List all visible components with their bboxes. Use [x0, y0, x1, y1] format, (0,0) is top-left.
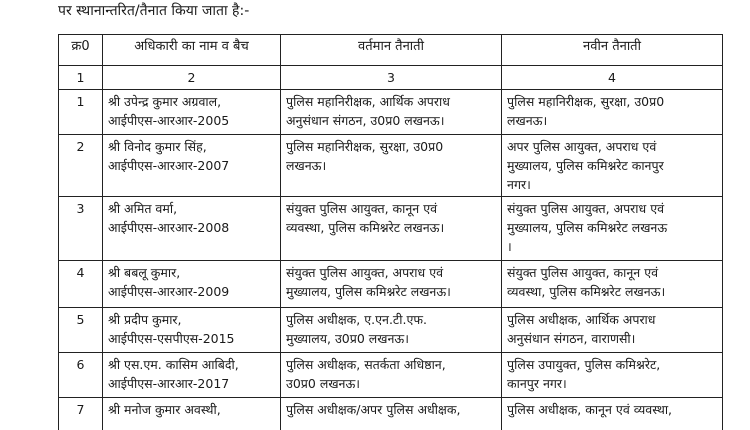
- current-posting-line: अनुसंधान संगठन, उ0प्र0 लखनऊ।: [286, 113, 445, 128]
- serial-number: 7: [59, 398, 103, 430]
- current-posting-cell: [281, 135, 502, 197]
- new-posting-line: पुलिस अधीक्षक, आर्थिक अपराध: [507, 312, 656, 327]
- current-posting-cell: [281, 197, 502, 261]
- new-posting-cell: [502, 135, 723, 197]
- current-posting-line: पुलिस अधीक्षक, ए.एन.टी.एफ.: [286, 312, 427, 327]
- table-row: [59, 90, 723, 135]
- current-posting-line: पुलिस महानिरीक्षक, आर्थिक अपराध: [286, 94, 450, 109]
- new-posting-cell: [502, 197, 723, 261]
- new-posting-line: संयुक्त पुलिस आयुक्त, कानून एवं: [507, 265, 659, 280]
- officer-batch: आईपीएस-आरआर-2009: [108, 284, 230, 299]
- new-posting-line: मुख्यालय, पुलिस कमिश्नरेट कानपुर: [507, 158, 664, 173]
- current-posting-cell: [281, 90, 502, 135]
- current-posting-line: लखनऊ।: [286, 158, 327, 173]
- current-posting-line: पुलिस महानिरीक्षक, सुरक्षा, उ0प्र0: [286, 139, 444, 154]
- current-posting-line: मुख्यालय, पुलिस कमिश्नरेट लखनऊ।: [286, 284, 451, 299]
- officer-batch: आईपीएस-आरआर-2008: [108, 220, 230, 235]
- officer-name-cell: [103, 353, 281, 398]
- current-posting-cell: [281, 261, 502, 308]
- new-posting-line: ।: [507, 239, 512, 254]
- new-posting-cell: [502, 398, 723, 430]
- officer-batch: आईपीएस-आरआर-2005: [108, 113, 230, 128]
- transfer-table: [58, 34, 723, 430]
- serial-number: 1: [59, 90, 103, 135]
- column-number-row: [59, 66, 723, 90]
- serial-number: 2: [59, 135, 103, 197]
- new-posting-cell: [502, 261, 723, 308]
- header-serial: क्र0: [59, 35, 103, 66]
- officer-batch: आईपीएस-आरआर-2017: [108, 376, 230, 391]
- new-posting-line: नगर।: [507, 177, 531, 192]
- new-posting-line: अपर पुलिस आयुक्त, अपराध एवं: [507, 139, 657, 154]
- column-number: 3: [281, 66, 502, 90]
- serial-number: 6: [59, 353, 103, 398]
- new-posting-cell: [502, 90, 723, 135]
- officer-name-cell: [103, 261, 281, 308]
- new-posting-line: कानपुर नगर।: [507, 376, 567, 391]
- current-posting-line: पुलिस अधीक्षक, सतर्कता अधिष्ठान,: [286, 357, 446, 372]
- new-posting-line: पुलिस उपायुक्त, पुलिस कमिश्नरेट,: [507, 357, 661, 372]
- officer-name-cell: [103, 197, 281, 261]
- column-number: 1: [59, 66, 103, 90]
- header-current-posting: वर्तमान तैनाती: [281, 35, 502, 66]
- current-posting-line: पुलिस अधीक्षक/अपर पुलिस अधीक्षक,: [286, 402, 461, 417]
- current-posting-line: संयुक्त पुलिस आयुक्त, अपराध एवं: [286, 265, 444, 280]
- new-posting-line: अनुसंधान संगठन, वाराणसी।: [507, 331, 636, 346]
- officer-name: श्री विनोद कुमार सिंह,: [108, 139, 207, 154]
- current-posting-cell: [281, 398, 502, 430]
- officer-name: श्री उपेन्द्र कुमार अग्रवाल,: [108, 94, 222, 109]
- header-new-posting: नवीन तैनाती: [502, 35, 723, 66]
- column-number: 2: [103, 66, 281, 90]
- officer-name-cell: [103, 308, 281, 353]
- current-posting-line: मुख्यालय, उ0प्र0 लखनऊ।: [286, 331, 409, 346]
- column-number: 4: [502, 66, 723, 90]
- officer-name-cell: [103, 90, 281, 135]
- serial-number: 4: [59, 261, 103, 308]
- table-row: [59, 135, 723, 197]
- officer-name: श्री अमित वर्मा,: [108, 201, 178, 216]
- new-posting-line: संयुक्त पुलिस आयुक्त, अपराध एवं: [507, 201, 665, 216]
- current-posting-line: संयुक्त पुलिस आयुक्त, कानून एवं: [286, 201, 438, 216]
- new-posting-line: पुलिस अधीक्षक, कानून एवं व्यवस्था,: [507, 402, 673, 417]
- current-posting-line: उ0प्र0 लखनऊ।: [286, 376, 361, 391]
- officer-name-cell: [103, 135, 281, 197]
- officer-batch: आईपीएस-आरआर-2007: [108, 158, 230, 173]
- table-row: [59, 398, 723, 430]
- officer-name: श्री बबलू कुमार,: [108, 265, 181, 280]
- serial-number: 5: [59, 308, 103, 353]
- serial-number: 3: [59, 197, 103, 261]
- new-posting-line: मुख्यालय, पुलिस कमिश्नरेट लखनऊ: [507, 220, 668, 235]
- current-posting-line: व्यवस्था, पुलिस कमिश्नरेट लखनऊ।: [286, 220, 445, 235]
- officer-batch: आईपीएस-एसपीएस-2015: [108, 331, 235, 346]
- new-posting-cell: [502, 353, 723, 398]
- new-posting-line: पुलिस महानिरीक्षक, सुरक्षा, उ0प्र0: [507, 94, 665, 109]
- table-row: [59, 261, 723, 308]
- officer-name: श्री प्रदीप कुमार,: [108, 312, 182, 327]
- current-posting-cell: [281, 308, 502, 353]
- officer-name-cell: [103, 398, 281, 430]
- table-row: [59, 353, 723, 398]
- current-posting-cell: [281, 353, 502, 398]
- new-posting-cell: [502, 308, 723, 353]
- new-posting-line: व्यवस्था, पुलिस कमिश्नरेट लखनऊ।: [507, 284, 666, 299]
- header-officer-name: अधिकारी का नाम व बैच: [103, 35, 281, 66]
- table-row: [59, 308, 723, 353]
- officer-name: श्री मनोज कुमार अवस्थी,: [108, 402, 221, 417]
- new-posting-line: लखनऊ।: [507, 113, 548, 128]
- header-row: [59, 35, 723, 66]
- table-row: [59, 197, 723, 261]
- intro-text: पर स्थानान्तरित/तैनात किया जाता है:-: [58, 3, 250, 19]
- officer-name: श्री एस.एम. कासिम आबिदी,: [108, 357, 239, 372]
